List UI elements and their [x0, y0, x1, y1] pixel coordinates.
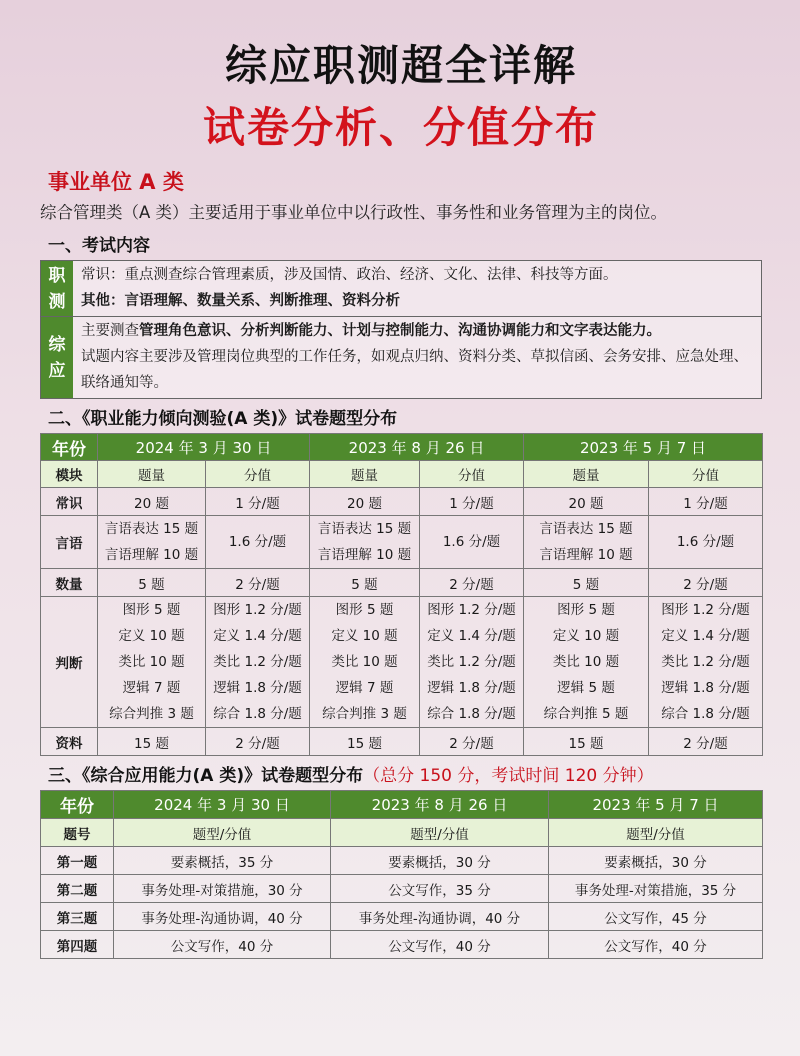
- line1-pre: 主要测查: [81, 323, 139, 339]
- cell-line: 综合 1.8 分/题: [213, 706, 302, 722]
- zhice-row: [41, 261, 761, 316]
- header-row: [41, 791, 763, 819]
- count-label: 题量: [98, 461, 206, 488]
- table-cell: [206, 597, 310, 728]
- score-label: 分值: [420, 461, 524, 488]
- table-cell: [524, 728, 649, 756]
- table-cell: [420, 516, 524, 569]
- table-cell: [524, 516, 649, 569]
- score-label: 分值: [206, 461, 310, 488]
- cell-line: 2 分/题: [235, 576, 280, 593]
- cell-line: 15 题: [134, 735, 169, 752]
- page-subtitle: 试卷分析、分值分布: [202, 103, 599, 152]
- table-cell: 公文写作，40 分: [331, 931, 549, 959]
- cell-line: 逻辑 1.8 分/题: [427, 680, 516, 696]
- cell-line: 1.6 分/题: [676, 534, 735, 550]
- section3-note: （总分 150 分，考试时间 120 分钟）: [363, 766, 654, 786]
- table-cell: 事务处理-沟通协调，40 分: [114, 903, 331, 931]
- cell-line: 1 分/题: [235, 495, 280, 512]
- cell-line: 定义 1.4 分/题: [661, 628, 750, 644]
- table-cell: [310, 728, 420, 756]
- label-char: 综: [48, 334, 66, 355]
- zongying-row: [41, 316, 761, 398]
- aptitude-test-table: [40, 433, 763, 756]
- date-header: 2023 年 8 月 26 日: [310, 434, 524, 461]
- year-label: 年份: [41, 434, 98, 461]
- table-cell: [524, 597, 649, 728]
- table-cell: [206, 516, 310, 569]
- cell-line: 定义 1.4 分/题: [213, 628, 302, 644]
- table-cell: [420, 488, 524, 516]
- zhice-line2: 其他：言语理解、数量关系、判断推理、资料分析: [81, 293, 400, 309]
- intro-text: 综合管理类（A 类）主要适用于事业单位中以行政性、事务性和业务管理为主的岗位。: [40, 203, 668, 222]
- cell-line: 1.6 分/题: [228, 534, 287, 550]
- cell-line: 逻辑 7 题: [122, 680, 181, 696]
- table-cell: [649, 569, 763, 597]
- table-cell: 公文写作，35 分: [331, 875, 549, 903]
- cell-line: 定义 10 题: [118, 628, 185, 644]
- section2-heading: 二、《职业能力倾向测验(A 类)》试卷题型分布: [48, 409, 398, 429]
- cell-line: 2 分/题: [449, 576, 494, 593]
- date-header: 2024 年 3 月 30 日: [114, 791, 331, 819]
- table-cell: [524, 488, 649, 516]
- label-char: 职: [48, 265, 66, 286]
- type-score-label: 题型/分值: [114, 819, 331, 847]
- exam-content-box: [40, 260, 762, 399]
- cell-line: 定义 10 题: [552, 628, 620, 644]
- cell-line: 言语表达 15 题: [539, 521, 633, 537]
- table-cell: [649, 728, 763, 756]
- cell-line: 图形 5 题: [122, 602, 181, 618]
- table-cell: [206, 728, 310, 756]
- section3-title: 三、《综合应用能力(A 类)》试卷题型分布: [48, 766, 364, 786]
- count-label: 题量: [310, 461, 420, 488]
- table-cell: [98, 728, 206, 756]
- module-label: 模块: [41, 461, 98, 488]
- table-cell: [206, 488, 310, 516]
- module-name: 常识: [41, 488, 98, 516]
- cell-line: 5 题: [138, 576, 165, 593]
- table-cell: 事务处理-对策措施，35 分: [549, 875, 763, 903]
- count-label: 题量: [524, 461, 649, 488]
- date-header: 2023 年 5 月 7 日: [549, 791, 763, 819]
- table-cell: [310, 597, 420, 728]
- cell-line: 图形 1.2 分/题: [427, 602, 516, 618]
- cell-line: 5 题: [351, 576, 378, 593]
- cell-line: 1.6 分/题: [442, 534, 501, 550]
- zhice-line1: 常识：重点测查综合管理素质，涉及国情、政治、经济、文化、法律、科技等方面。: [81, 267, 618, 283]
- category-heading: 事业单位 A 类: [48, 170, 184, 194]
- module-name: 言语: [41, 516, 98, 569]
- question-number: 第三题: [41, 903, 114, 931]
- table-cell: [98, 488, 206, 516]
- table-cell: [98, 597, 206, 728]
- score-label: 分值: [649, 461, 763, 488]
- module-name: 资料: [41, 728, 98, 756]
- page-title: 综应职测超全详解: [224, 41, 577, 90]
- cell-line: 2 分/题: [449, 735, 494, 752]
- table-row: [41, 931, 763, 959]
- question-number: 第一题: [41, 847, 114, 875]
- cell-line: 类比 10 题: [552, 654, 620, 670]
- table-cell: [310, 569, 420, 597]
- date-header: 2024 年 3 月 30 日: [98, 434, 310, 461]
- date-header: 2023 年 5 月 7 日: [524, 434, 763, 461]
- table-row: [41, 516, 763, 569]
- table-row: [41, 847, 763, 875]
- cell-line: 20 题: [347, 495, 382, 512]
- cell-line: 图形 5 题: [557, 602, 615, 618]
- cell-line: 类比 1.2 分/题: [427, 654, 516, 670]
- table-cell: 公文写作，40 分: [549, 931, 763, 959]
- cell-line: 类比 1.2 分/题: [661, 654, 750, 670]
- table-row: [41, 488, 763, 516]
- cell-line: 言语表达 15 题: [104, 521, 199, 537]
- cell-line: 类比 1.2 分/题: [213, 654, 302, 670]
- table-row: [41, 875, 763, 903]
- cell-line: 15 题: [568, 735, 604, 752]
- cell-line: 言语理解 10 题: [539, 547, 633, 563]
- table-cell: [649, 597, 763, 728]
- table-cell: 要素概括，30 分: [331, 847, 549, 875]
- cell-line: 类比 10 题: [118, 654, 185, 670]
- cell-line: 逻辑 1.8 分/题: [213, 680, 302, 696]
- cell-line: 图形 5 题: [335, 602, 394, 618]
- cell-line: 2 分/题: [683, 576, 728, 593]
- section3-heading: [48, 764, 762, 788]
- module-name: 判断: [41, 597, 98, 728]
- cell-line: 20 题: [134, 495, 169, 512]
- cell-line: 图形 1.2 分/题: [661, 602, 750, 618]
- table-cell: 事务处理-沟通协调，40 分: [331, 903, 549, 931]
- question-number: 第四题: [41, 931, 114, 959]
- cell-line: 综合 1.8 分/题: [661, 706, 750, 722]
- table-row: [41, 597, 763, 728]
- table-cell: [420, 728, 524, 756]
- table-cell: 要素概括，35 分: [114, 847, 331, 875]
- cell-line: 综合判推 3 题: [322, 706, 407, 722]
- label-char: 测: [48, 291, 66, 312]
- cell-line: 定义 10 题: [331, 628, 398, 644]
- line1-bold: 管理角色意识、分析判断能力、计划与控制能力、沟通协调能力和文字表达能力。: [139, 323, 661, 339]
- table-cell: 事务处理-对策措施，30 分: [114, 875, 331, 903]
- application-test-table: [40, 790, 763, 959]
- cell-line: 逻辑 1.8 分/题: [661, 680, 750, 696]
- cell-line: 逻辑 7 题: [335, 680, 394, 696]
- date-header: 2023 年 8 月 26 日: [331, 791, 549, 819]
- cell-line: 1 分/题: [449, 495, 494, 512]
- zhice-label: [41, 261, 73, 316]
- cell-line: 言语表达 15 题: [317, 521, 412, 537]
- cell-line: 15 题: [347, 735, 382, 752]
- subheader-row: [41, 461, 763, 488]
- table-cell: 要素概括，30 分: [549, 847, 763, 875]
- zongying-label: [41, 317, 73, 398]
- zongying-line1: [81, 318, 753, 344]
- cell-line: 综合判推 5 题: [543, 706, 629, 722]
- question-label: 题号: [41, 819, 114, 847]
- cell-line: 20 题: [568, 495, 604, 512]
- module-name: 数量: [41, 569, 98, 597]
- cell-line: 言语理解 10 题: [104, 547, 199, 563]
- table-cell: [98, 569, 206, 597]
- table-cell: [206, 569, 310, 597]
- table-cell: [649, 488, 763, 516]
- year-label: 年份: [41, 791, 114, 819]
- cell-line: 言语理解 10 题: [317, 547, 412, 563]
- table-cell: 公文写作，40 分: [114, 931, 331, 959]
- cell-line: 图形 1.2 分/题: [213, 602, 302, 618]
- question-number: 第二题: [41, 875, 114, 903]
- zongying-line2: 试题内容主要涉及管理岗位典型的工作任务，如观点归纳、资料分类、草拟信函、会务安排、应急处理、联络通知等。: [81, 349, 748, 391]
- subheader-row: [41, 819, 763, 847]
- cell-line: 综合 1.8 分/题: [427, 706, 516, 722]
- table-cell: [420, 569, 524, 597]
- table-cell: [98, 516, 206, 569]
- cell-line: 2 分/题: [235, 735, 280, 752]
- table-cell: [420, 597, 524, 728]
- type-score-label: 题型/分值: [331, 819, 549, 847]
- cell-line: 2 分/题: [683, 735, 728, 752]
- cell-line: 定义 1.4 分/题: [427, 628, 516, 644]
- table-cell: [649, 516, 763, 569]
- table-cell: [310, 488, 420, 516]
- table-row: [41, 903, 763, 931]
- cell-line: 逻辑 5 题: [557, 680, 615, 696]
- type-score-label: 题型/分值: [549, 819, 763, 847]
- cell-line: 5 题: [572, 576, 600, 593]
- cell-line: 1 分/题: [683, 495, 728, 512]
- header-row: [41, 434, 763, 461]
- table-cell: [524, 569, 649, 597]
- table-cell: 公文写作，45 分: [549, 903, 763, 931]
- section1-heading: 一、考试内容: [48, 236, 150, 256]
- cell-line: 综合判推 3 题: [109, 706, 194, 722]
- table-row: [41, 569, 763, 597]
- table-cell: [310, 516, 420, 569]
- label-char: 应: [48, 360, 66, 381]
- table-row: [41, 728, 763, 756]
- cell-line: 类比 10 题: [331, 654, 398, 670]
